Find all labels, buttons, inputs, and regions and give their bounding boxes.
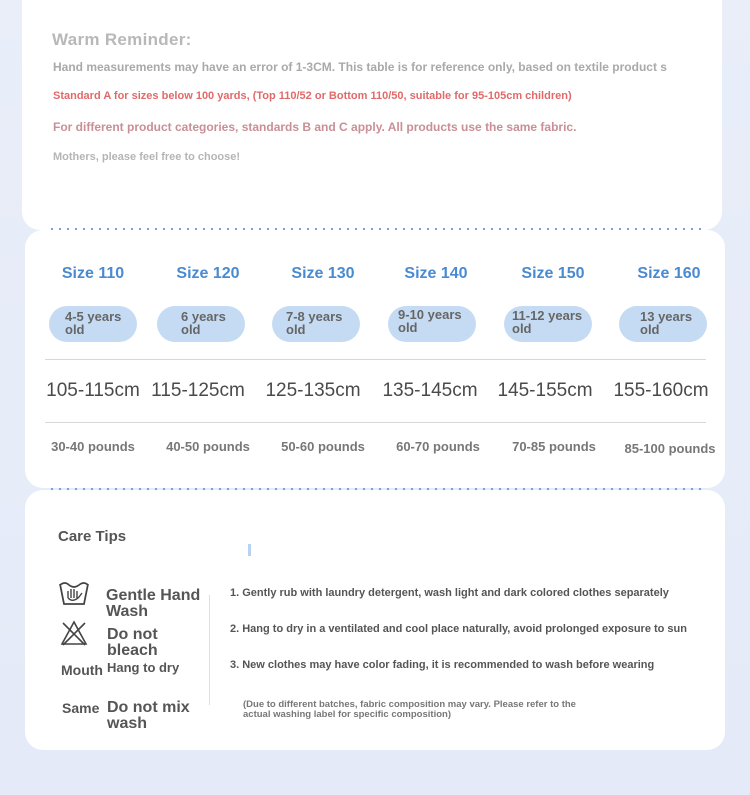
age-pill (504, 306, 592, 342)
size-label: Size 130 (291, 265, 355, 282)
size-label: Size 160 (637, 265, 701, 282)
height-value: 135-145cm (382, 380, 478, 401)
do-not-mix-wash-label: Do not mix wash (107, 699, 190, 732)
care-title: Care Tips (58, 528, 127, 545)
weight-value: 70-85 pounds (512, 439, 596, 454)
age-label: 9-10 years old (398, 307, 462, 335)
mouth-label: Mouth (61, 662, 103, 678)
height-value: 105-115cm (46, 380, 140, 401)
warm-reminder-card (22, 0, 722, 230)
age-pill (272, 306, 360, 342)
weight-value: 30-40 pounds (51, 439, 135, 454)
age-pill (619, 306, 707, 342)
care-tip-3: 3. New clothes may have color fading, it is recommended to wash before wearing (230, 659, 655, 671)
age-label: 11-12 years old (512, 308, 583, 336)
no-bleach-icon (60, 619, 88, 652)
height-value: 125-135cm (265, 380, 361, 401)
size-chart-card (25, 230, 725, 488)
care-tips-card (25, 490, 725, 750)
height-value: 155-160cm (613, 380, 709, 401)
size-label: Size 110 (61, 265, 125, 282)
hand-wash-icon (57, 578, 91, 611)
weight-value: 50-60 pounds (281, 439, 365, 454)
age-pill (157, 306, 245, 342)
height-value: 145-155cm (497, 380, 593, 401)
fabric-note: (Due to different batches, fabric composition may vary. Please refer to the actual washing label for specific composition) (243, 699, 576, 720)
same-label: Same (62, 700, 100, 716)
size-label: Size 150 (521, 265, 585, 282)
age-pill (388, 306, 476, 342)
care-divider (209, 595, 210, 705)
row-divider (45, 422, 706, 423)
height-value: 115-125cm (151, 380, 245, 401)
weight-value: 85-100 pounds (624, 441, 716, 456)
row-divider (45, 359, 706, 360)
care-tip-2: 2. Hang to dry in a ventilated and cool place naturally, avoid prolonged exposure to sun (230, 623, 687, 635)
age-label: 13 years old (640, 309, 693, 337)
reminder-measurement-note: Hand measurements may have an error of 1-3CM. This table is for reference only, based on textile product s (53, 60, 667, 74)
age-pill (49, 306, 137, 342)
size-label: Size 140 (404, 265, 468, 282)
reminder-standard-a: Standard A for sizes below 100 yards, (Top 110/52 or Bottom 110/50, suitable for 95-105cm children) (53, 90, 572, 102)
weight-value: 40-50 pounds (166, 439, 250, 454)
do-not-bleach-label: Do not bleach (107, 626, 158, 659)
reminder-standard-bc: For different product categories, standards B and C apply. All products use the same fabric. (53, 120, 577, 134)
age-label: 6 years old (181, 309, 226, 337)
age-label: 4-5 years old (65, 309, 122, 337)
reminder-title: Warm Reminder: (52, 30, 192, 49)
accent-mark (248, 544, 251, 556)
size-label: Size 120 (176, 265, 240, 282)
weight-value: 60-70 pounds (396, 439, 480, 454)
gentle-hand-wash-label: Gentle Hand Wash (106, 587, 201, 620)
reminder-choose: Mothers, please feel free to choose! (53, 151, 241, 163)
hang-to-dry-label: Hang to dry (107, 660, 180, 675)
care-tip-1: 1. Gently rub with laundry detergent, wash light and dark colored clothes separately (230, 587, 669, 599)
age-label: 7-8 years old (286, 309, 343, 337)
